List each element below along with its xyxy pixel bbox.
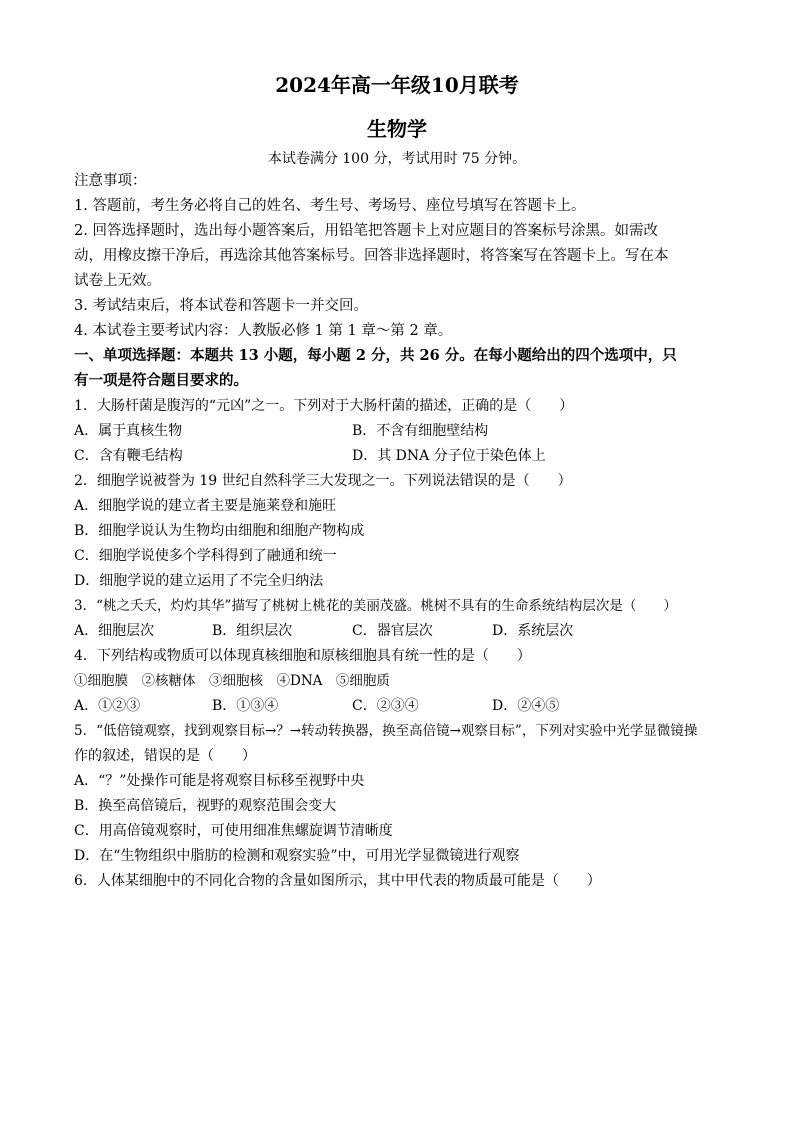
question-5-stem-line-1: 5．“低倍镜观察，找到观察目标→？→转动转换器，换至高倍镜→观察目标”，下列对实验中光学显微镜操	[74, 723, 698, 739]
question-3-option-a: A．细胞层次	[74, 623, 155, 639]
question-2-option-a: A．细胞学说的建立者主要是施莱登和施旺	[74, 498, 337, 514]
question-1-option-a: A．属于真核生物	[74, 423, 183, 439]
question-5-option-c: C．用高倍镜观察时，可使用细准焦螺旋调节清晰度	[74, 823, 393, 839]
question-4-option-c: C．②③④	[352, 698, 419, 714]
question-2-option-d: D．细胞学说的建立运用了不完全归纳法	[74, 573, 324, 589]
question-2-stem: 2．细胞学说被誉为 19 世纪自然科学三大发现之一。下列说法错误的是（ ）	[74, 473, 572, 489]
question-2-option-c: C．细胞学说使多个学科得到了融通和统一	[74, 548, 337, 564]
question-4-option-b: B．①③④	[212, 698, 279, 714]
subject-title: 生物学	[367, 117, 427, 141]
question-3-option-b: B．组织层次	[212, 623, 293, 639]
question-1-option-b: B．不含有细胞壁结构	[352, 423, 489, 439]
note-2-line-1: 2. 回答选择题时，选出每小题答案后，用铅笔把答题卡上对应题目的答案标号涂黑。如需改	[74, 223, 658, 239]
note-1: 1. 答题前，考生务必将自己的姓名、考生号、考场号、座位号填写在答题卡上。	[74, 198, 586, 214]
question-5-option-b: B．换至高倍镜后，视野的观察范围会变大	[74, 798, 337, 814]
exam-title: 2024年高一年级10月联考	[275, 73, 519, 97]
note-4: 4. 本试卷主要考试内容：人教版必修 1 第 1 章～第 2 章。	[74, 323, 453, 339]
question-1-option-c: C．含有鞭毛结构	[74, 448, 183, 464]
section-heading-line-1: 一、单项选择题：本题共 13 小题，每小题 2 分，共 26 分。在每小题给出的四个选项中，只	[74, 347, 677, 364]
exam-info: 本试卷满分 100 分，考试用时 75 分钟。	[267, 151, 527, 167]
question-2-option-b: B．细胞学说认为生物均由细胞和细胞产物构成	[74, 523, 365, 539]
question-3-stem: 3．“桃之夭夭，灼灼其华”描写了桃树上桃花的美丽茂盛。桃树不具有的生命系统结构层次是（ ）	[74, 598, 677, 614]
note-3: 3. 考试结束后，将本试卷和答题卡一并交回。	[74, 298, 368, 314]
section-heading-line-2: 有一项是符合题目要求的。	[74, 372, 248, 389]
question-1-stem: 1．大肠杆菌是腹泻的“元凶”之一。下列对于大肠杆菌的描述，正确的是（ ）	[74, 398, 574, 414]
question-1-option-d: D．其 DNA 分子位于染色体上	[352, 448, 546, 464]
question-5-option-d: D．在“生物组织中脂肪的检测和观察实验”中，可用光学显微镜进行观察	[74, 848, 520, 864]
question-3-option-c: C．器官层次	[352, 623, 433, 639]
question-3-option-d: D．系统层次	[492, 623, 574, 639]
note-2-line-3: 试卷上无效。	[74, 273, 161, 289]
question-5-option-a: A．“？”处操作可能是将观察目标移至视野中央	[74, 773, 365, 789]
notes-heading: 注意事项：	[74, 173, 147, 189]
question-4-items: ①细胞膜 ②核糖体 ③细胞核 ④DNA ⑤细胞质	[74, 673, 390, 689]
question-4-option-d: D．②④⑤	[492, 698, 560, 714]
question-4-stem: 4．下列结构或物质可以体现真核细胞和原核细胞具有统一性的是（ ）	[74, 648, 531, 664]
note-2-line-2: 动，用橡皮擦干净后，再选涂其他答案标号。回答非选择题时，将答案写在答题卡上。写在本	[74, 248, 669, 264]
question-6-stem: 6．人体某细胞中的不同化合物的含量如图所示，其中甲代表的物质最可能是（ ）	[74, 873, 601, 889]
question-4-option-a: A．①②③	[74, 698, 141, 714]
question-5-stem-line-2: 作的叙述，错误的是（ ）	[74, 748, 256, 764]
